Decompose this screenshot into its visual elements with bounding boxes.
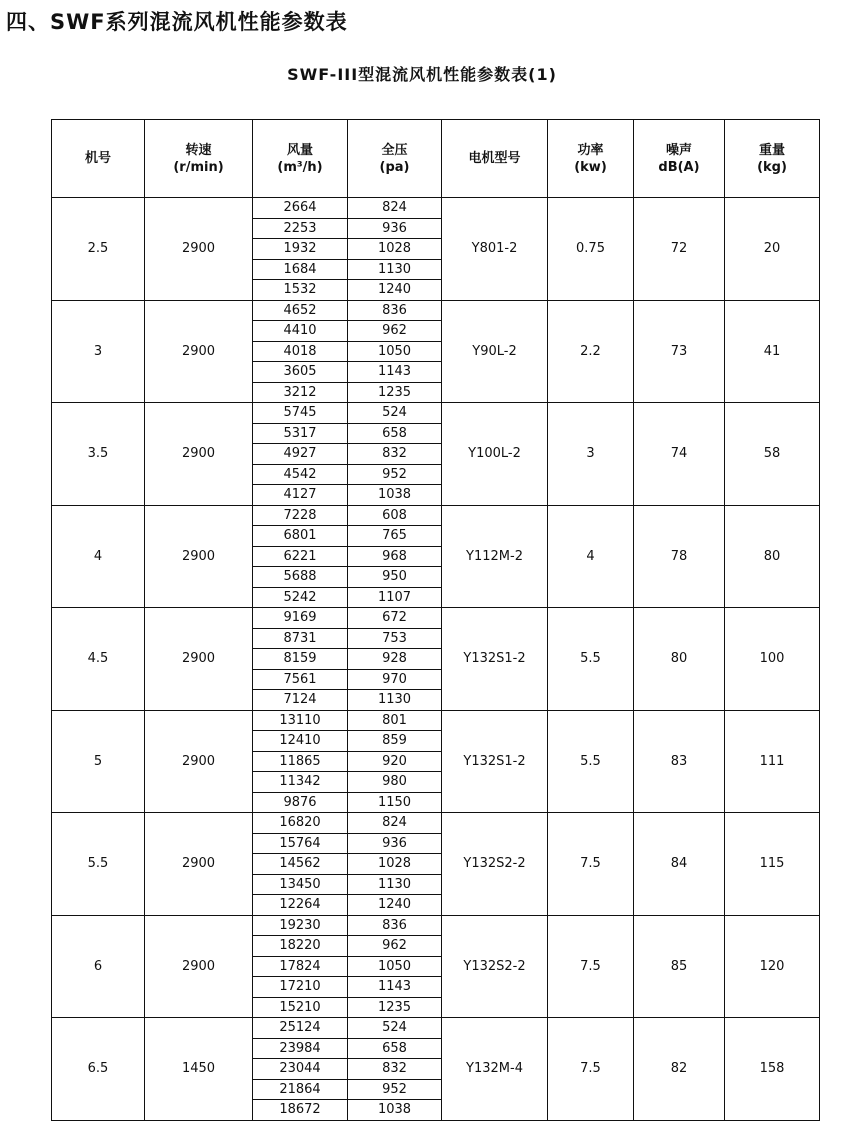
pressure-cell: 952 (348, 1079, 442, 1100)
airflow-cell: 4542 (253, 464, 348, 485)
airflow-cell: 8731 (253, 628, 348, 649)
pressure-cell: 950 (348, 567, 442, 588)
noise-cell: 82 (634, 1018, 725, 1121)
pressure-cell: 801 (348, 710, 442, 731)
pressure-cell: 1050 (348, 341, 442, 362)
airflow-cell: 4018 (253, 341, 348, 362)
speed-cell: 2900 (145, 403, 253, 506)
power-cell: 7.5 (548, 1018, 634, 1121)
pressure-cell: 836 (348, 915, 442, 936)
power-cell: 2.2 (548, 300, 634, 403)
airflow-cell: 8159 (253, 649, 348, 670)
motor-model-cell: Y90L-2 (442, 300, 548, 403)
pressure-cell: 1130 (348, 690, 442, 711)
table-row (52, 1018, 820, 1039)
power-cell: 7.5 (548, 813, 634, 916)
pressure-cell: 658 (348, 423, 442, 444)
airflow-cell: 1932 (253, 239, 348, 260)
col-header-noise: 噪声 dB(A) (634, 120, 725, 198)
col-header-motor-model: 电机型号 (442, 120, 548, 198)
airflow-cell: 2253 (253, 218, 348, 239)
pressure-cell: 952 (348, 464, 442, 485)
speed-cell: 2900 (145, 915, 253, 1018)
pressure-cell: 1107 (348, 587, 442, 608)
noise-cell: 72 (634, 198, 725, 301)
noise-cell: 73 (634, 300, 725, 403)
pressure-cell: 1050 (348, 956, 442, 977)
page-heading: 四、SWF系列混流风机性能参数表 (6, 10, 348, 34)
table-row (52, 915, 820, 936)
motor-model-cell: Y112M-2 (442, 505, 548, 608)
airflow-cell: 3212 (253, 382, 348, 403)
airflow-cell: 15210 (253, 997, 348, 1018)
airflow-cell: 23984 (253, 1038, 348, 1059)
pressure-cell: 524 (348, 1018, 442, 1039)
power-cell: 5.5 (548, 608, 634, 711)
table-header-row (52, 120, 820, 198)
pressure-cell: 859 (348, 731, 442, 752)
pressure-cell: 962 (348, 936, 442, 957)
airflow-cell: 4652 (253, 300, 348, 321)
noise-cell: 85 (634, 915, 725, 1018)
airflow-cell: 12264 (253, 895, 348, 916)
pressure-cell: 832 (348, 1059, 442, 1080)
airflow-cell: 19230 (253, 915, 348, 936)
col-header-weight: 重量 (kg) (725, 120, 820, 198)
table-title: SWF-III型混流风机性能参数表(1) (287, 65, 557, 84)
motor-model-cell: Y132S1-2 (442, 608, 548, 711)
airflow-cell: 5317 (253, 423, 348, 444)
fan-no-cell: 5 (52, 710, 145, 813)
table-row (52, 300, 820, 321)
airflow-cell: 18220 (253, 936, 348, 957)
airflow-cell: 5688 (253, 567, 348, 588)
pressure-cell: 980 (348, 772, 442, 793)
airflow-cell: 7228 (253, 505, 348, 526)
pressure-cell: 1150 (348, 792, 442, 813)
fan-no-cell: 4 (52, 505, 145, 608)
motor-model-cell: Y801-2 (442, 198, 548, 301)
col-header-airflow: 风量 (m³/h) (253, 120, 348, 198)
fan-no-cell: 6 (52, 915, 145, 1018)
pressure-cell: 962 (348, 321, 442, 342)
pressure-cell: 824 (348, 198, 442, 219)
power-cell: 4 (548, 505, 634, 608)
motor-model-cell: Y132S2-2 (442, 915, 548, 1018)
fan-no-cell: 5.5 (52, 813, 145, 916)
noise-cell: 84 (634, 813, 725, 916)
pressure-cell: 608 (348, 505, 442, 526)
pressure-cell: 1143 (348, 977, 442, 998)
motor-model-cell: Y100L-2 (442, 403, 548, 506)
table-row (52, 813, 820, 834)
power-cell: 0.75 (548, 198, 634, 301)
pressure-cell: 920 (348, 751, 442, 772)
airflow-cell: 4927 (253, 444, 348, 465)
weight-cell: 80 (725, 505, 820, 608)
airflow-cell: 5745 (253, 403, 348, 424)
col-header-pressure: 全压 (pa) (348, 120, 442, 198)
pressure-cell: 1028 (348, 854, 442, 875)
airflow-cell: 6221 (253, 546, 348, 567)
table-body (52, 198, 820, 1121)
pressure-cell: 1143 (348, 362, 442, 383)
weight-cell: 100 (725, 608, 820, 711)
airflow-cell: 21864 (253, 1079, 348, 1100)
pressure-cell: 1130 (348, 259, 442, 280)
pressure-cell: 1038 (348, 1100, 442, 1121)
airflow-cell: 7561 (253, 669, 348, 690)
fan-no-cell: 3.5 (52, 403, 145, 506)
col-header-fan-no: 机号 (52, 120, 145, 198)
speed-cell: 2900 (145, 198, 253, 301)
pressure-cell: 1240 (348, 280, 442, 301)
col-header-power: 功率 (kw) (548, 120, 634, 198)
airflow-cell: 15764 (253, 833, 348, 854)
airflow-cell: 17210 (253, 977, 348, 998)
weight-cell: 158 (725, 1018, 820, 1121)
airflow-cell: 11342 (253, 772, 348, 793)
weight-cell: 58 (725, 403, 820, 506)
speed-cell: 2900 (145, 505, 253, 608)
col-header-speed: 转速 (r/min) (145, 120, 253, 198)
airflow-cell: 16820 (253, 813, 348, 834)
weight-cell: 120 (725, 915, 820, 1018)
airflow-cell: 14562 (253, 854, 348, 875)
pressure-cell: 1028 (348, 239, 442, 260)
airflow-cell: 5242 (253, 587, 348, 608)
table-row (52, 608, 820, 629)
speed-cell: 2900 (145, 813, 253, 916)
noise-cell: 74 (634, 403, 725, 506)
speed-cell: 1450 (145, 1018, 253, 1121)
pressure-cell: 1130 (348, 874, 442, 895)
airflow-cell: 1532 (253, 280, 348, 301)
airflow-cell: 2664 (253, 198, 348, 219)
pressure-cell: 970 (348, 669, 442, 690)
fan-no-cell: 4.5 (52, 608, 145, 711)
airflow-cell: 3605 (253, 362, 348, 383)
motor-model-cell: Y132M-4 (442, 1018, 548, 1121)
airflow-cell: 23044 (253, 1059, 348, 1080)
speed-cell: 2900 (145, 710, 253, 813)
fan-no-cell: 3 (52, 300, 145, 403)
pressure-cell: 1235 (348, 997, 442, 1018)
pressure-cell: 832 (348, 444, 442, 465)
power-cell: 7.5 (548, 915, 634, 1018)
airflow-cell: 13110 (253, 710, 348, 731)
table-row (52, 403, 820, 424)
airflow-cell: 13450 (253, 874, 348, 895)
airflow-cell: 18672 (253, 1100, 348, 1121)
power-cell: 3 (548, 403, 634, 506)
noise-cell: 80 (634, 608, 725, 711)
pressure-cell: 1235 (348, 382, 442, 403)
performance-table (51, 119, 820, 1121)
fan-no-cell: 6.5 (52, 1018, 145, 1121)
airflow-cell: 6801 (253, 526, 348, 547)
noise-cell: 78 (634, 505, 725, 608)
fan-no-cell: 2.5 (52, 198, 145, 301)
weight-cell: 20 (725, 198, 820, 301)
pressure-cell: 524 (348, 403, 442, 424)
pressure-cell: 836 (348, 300, 442, 321)
airflow-cell: 4410 (253, 321, 348, 342)
speed-cell: 2900 (145, 608, 253, 711)
pressure-cell: 936 (348, 833, 442, 854)
power-cell: 5.5 (548, 710, 634, 813)
airflow-cell: 11865 (253, 751, 348, 772)
airflow-cell: 1684 (253, 259, 348, 280)
speed-cell: 2900 (145, 300, 253, 403)
pressure-cell: 928 (348, 649, 442, 670)
pressure-cell: 936 (348, 218, 442, 239)
pressure-cell: 824 (348, 813, 442, 834)
airflow-cell: 17824 (253, 956, 348, 977)
motor-model-cell: Y132S2-2 (442, 813, 548, 916)
pressure-cell: 753 (348, 628, 442, 649)
weight-cell: 41 (725, 300, 820, 403)
airflow-cell: 4127 (253, 485, 348, 506)
pressure-cell: 672 (348, 608, 442, 629)
airflow-cell: 7124 (253, 690, 348, 711)
table-row (52, 198, 820, 219)
noise-cell: 83 (634, 710, 725, 813)
table-row (52, 505, 820, 526)
pressure-cell: 968 (348, 546, 442, 567)
pressure-cell: 1240 (348, 895, 442, 916)
motor-model-cell: Y132S1-2 (442, 710, 548, 813)
pressure-cell: 765 (348, 526, 442, 547)
weight-cell: 115 (725, 813, 820, 916)
pressure-cell: 1038 (348, 485, 442, 506)
airflow-cell: 9169 (253, 608, 348, 629)
table-row (52, 710, 820, 731)
airflow-cell: 9876 (253, 792, 348, 813)
airflow-cell: 25124 (253, 1018, 348, 1039)
airflow-cell: 12410 (253, 731, 348, 752)
weight-cell: 111 (725, 710, 820, 813)
pressure-cell: 658 (348, 1038, 442, 1059)
